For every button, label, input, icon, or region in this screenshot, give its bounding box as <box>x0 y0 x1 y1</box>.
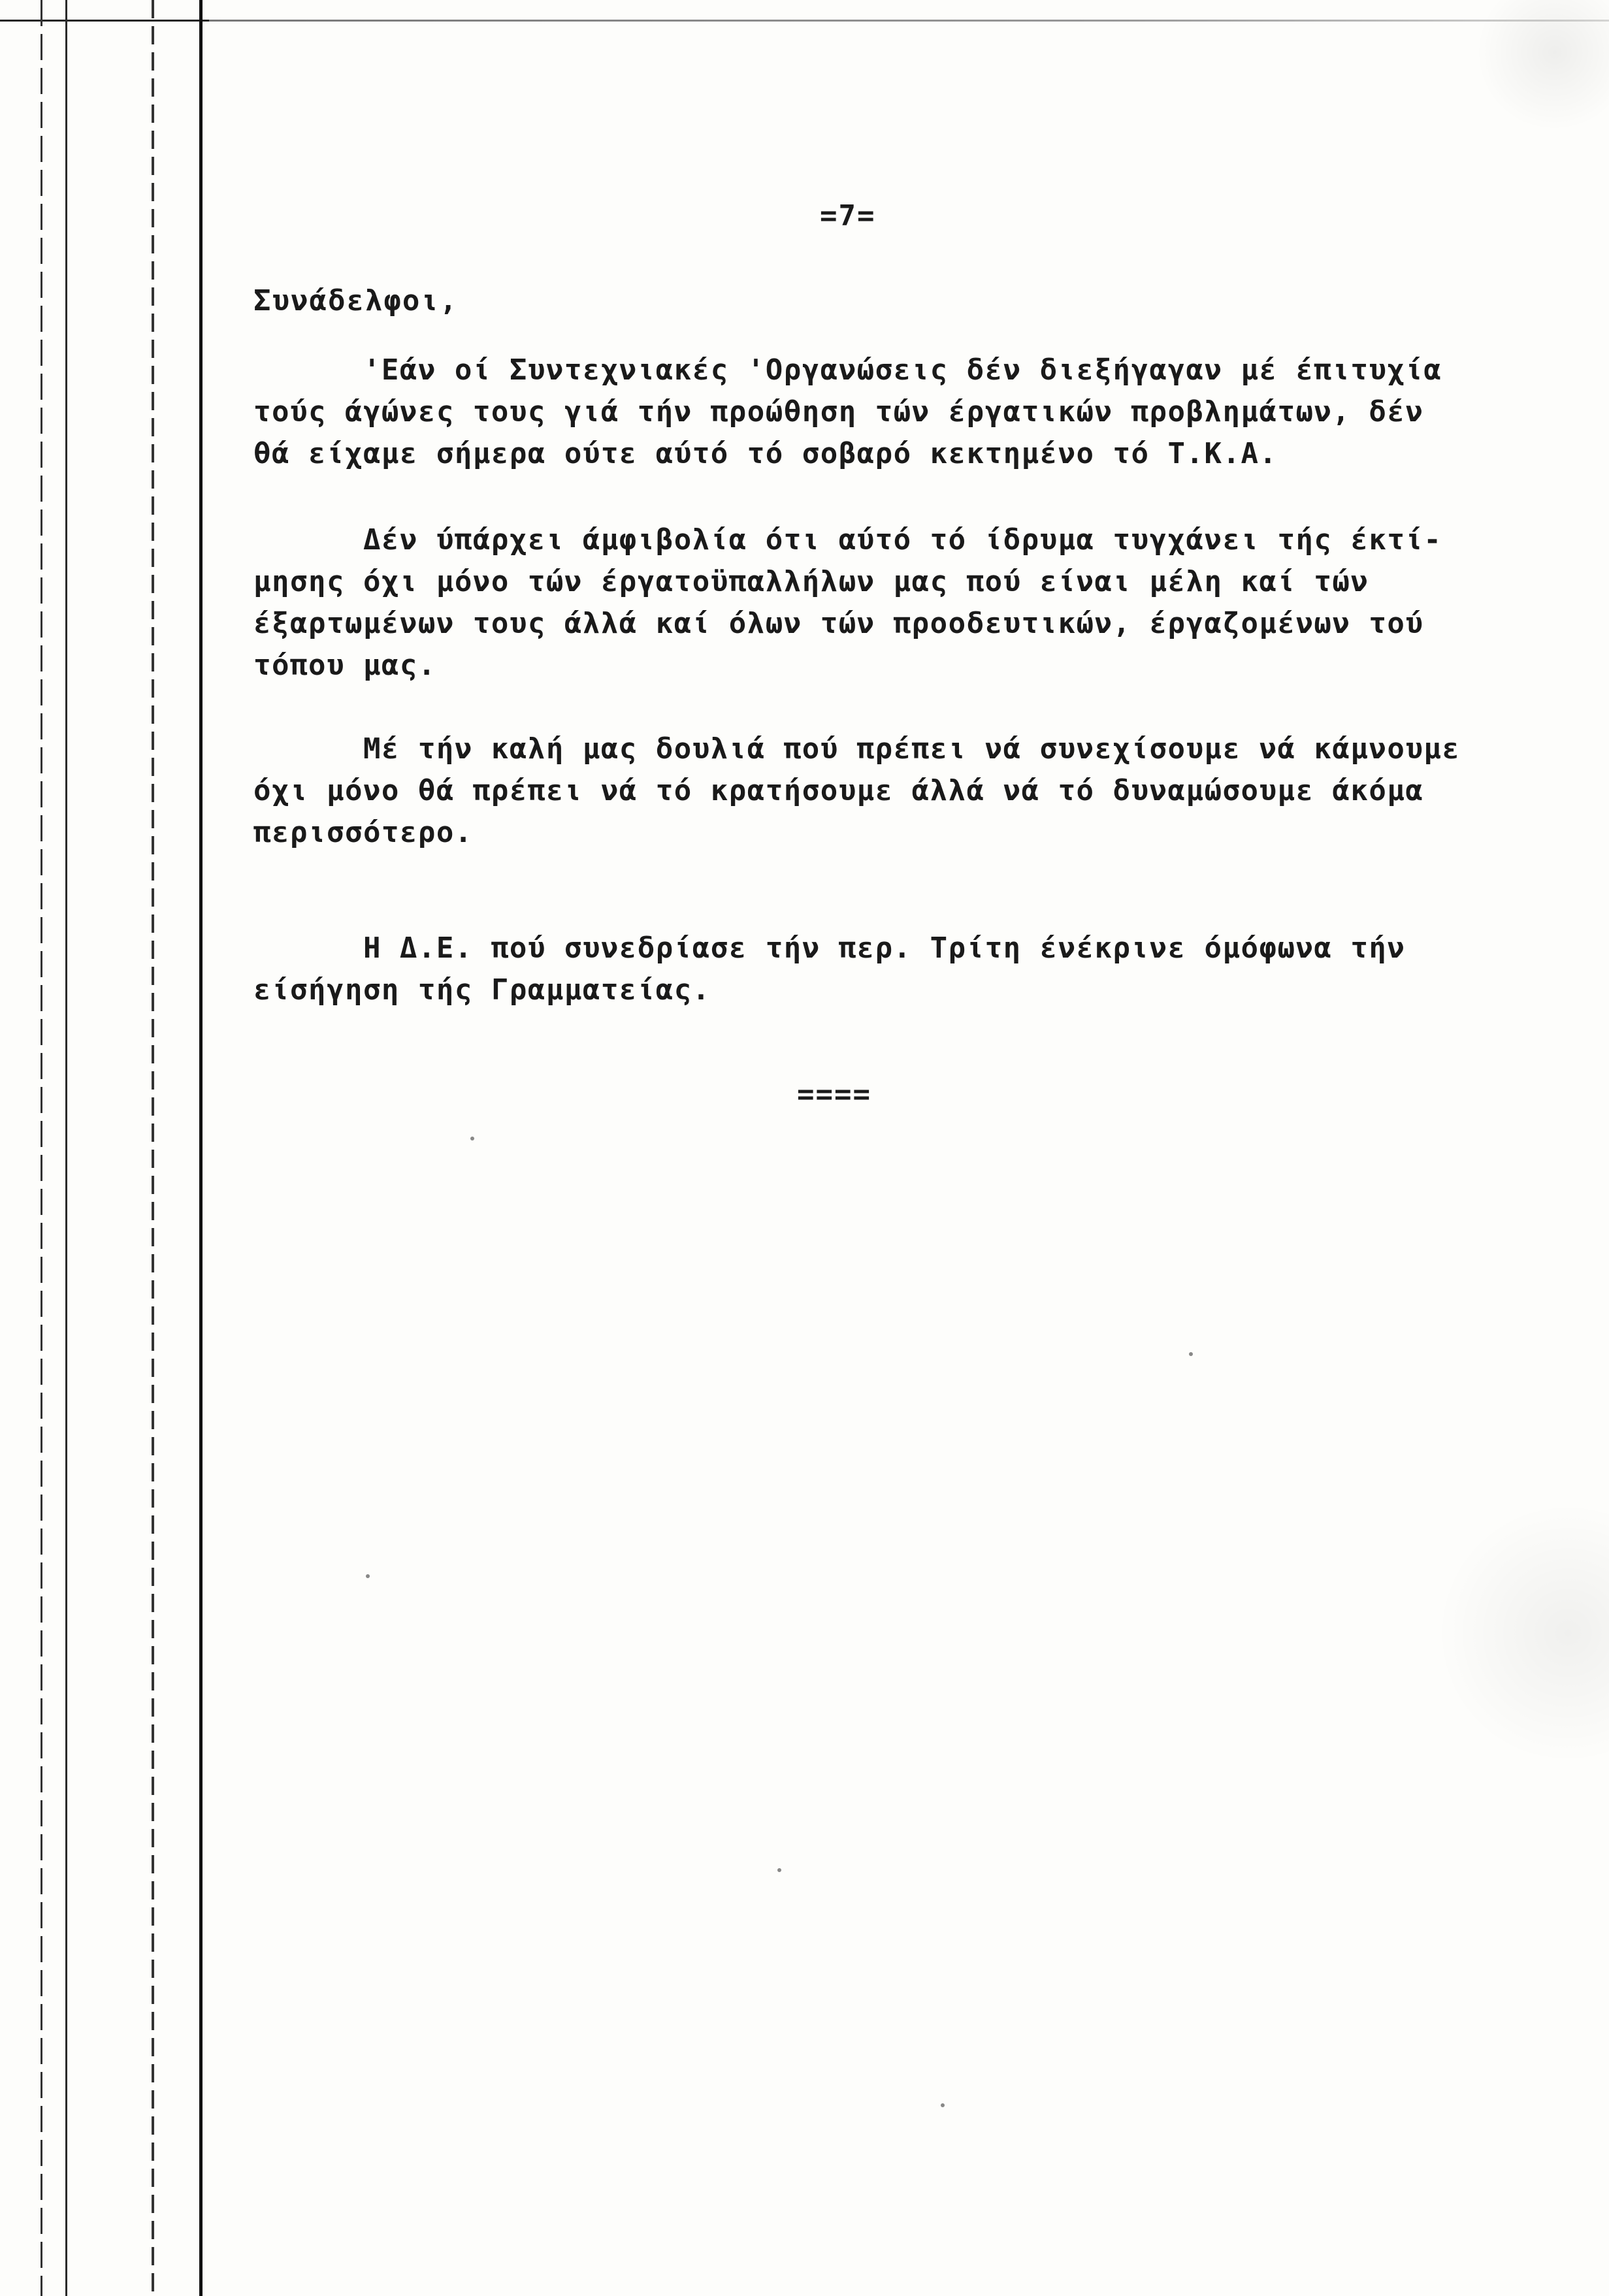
closing-mark: ==== <box>797 1078 871 1111</box>
text-line: έξαρτωμένων τους άλλά καί όλων τών προοδευτικών, έργαζομένων τού <box>253 607 1424 640</box>
text-line: Δέν ύπάρχει άμφιβολία ότι αύτό τό ίδρυμα τυγχάνει τής έκτί- <box>253 523 1442 557</box>
text-line: τόπου μας. <box>253 649 436 682</box>
binding-line <box>65 0 67 2296</box>
text-line: είσήγηση τής Γραμματείας. <box>253 973 711 1007</box>
binding-line <box>199 0 203 2296</box>
text-line: Μέ τήν καλή μας δουλιά πού πρέπει νά συνεχίσουμε νά κάμνουμε <box>253 732 1461 766</box>
top-edge-line <box>0 20 1609 22</box>
binding-line <box>41 0 42 2296</box>
text-line: 'Εάν οί Συντεχνιακές 'Οργανώσεις δέν διεξήγαγαν μέ έπιτυχία <box>253 353 1442 387</box>
text-line: Η Δ.Ε. πού συνεδρίασε τήν περ. Τρίτη ένέκρινε όμόφωνα τήν <box>253 931 1406 965</box>
scan-speck <box>366 1574 370 1578</box>
scan-speck <box>1189 1352 1193 1356</box>
salutation: Συνάδελφοι, <box>253 284 459 317</box>
text-line: θά είχαμε σήμερα ούτε αύτό τό σοβαρό κεκτημένο τό Τ.Κ.Α. <box>253 437 1278 470</box>
text-line: περισσότερο. <box>253 816 473 849</box>
paragraph <box>253 349 1553 475</box>
scan-speck <box>470 1137 474 1140</box>
scan-speck <box>777 1868 781 1872</box>
scan-speck <box>941 2103 945 2107</box>
text-line: τούς άγώνες τους γιά τήν προώθηση τών έργατικών προβλημάτων, δέν <box>253 395 1424 428</box>
text-line: μησης όχι μόνο τών έργατοϋπαλλήλων μας πού είναι μέλη καί τών <box>253 565 1369 598</box>
text-line: όχι μόνο θά πρέπει νά τό κρατήσουμε άλλά νά τό δυναμώσουμε άκόμα <box>253 774 1424 807</box>
paragraph <box>253 928 1553 1011</box>
paragraph <box>253 728 1553 854</box>
paragraph <box>253 519 1553 687</box>
binding-line <box>152 0 154 2296</box>
page-number: =7= <box>820 199 876 233</box>
